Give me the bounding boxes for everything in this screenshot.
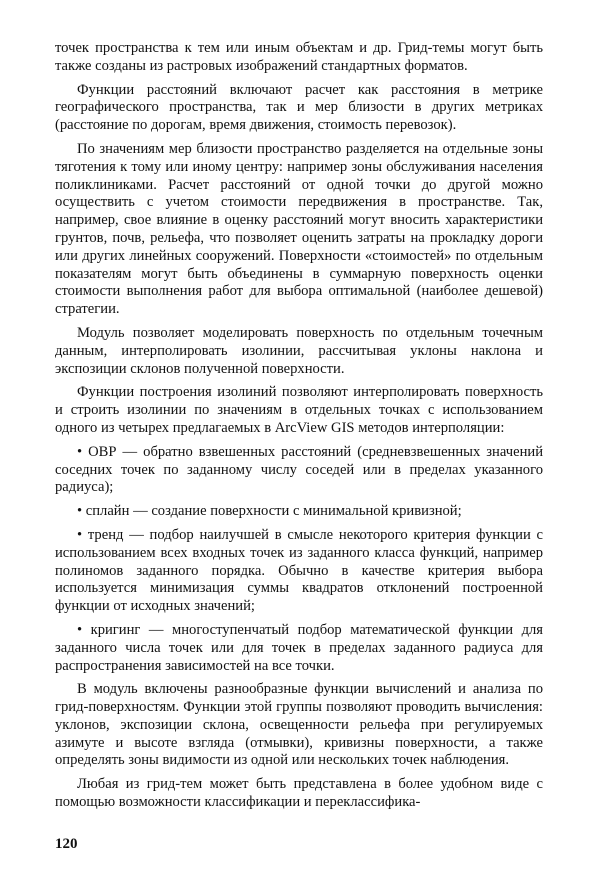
list-item: • ОВР — обратно взвешенных расстояний (средневзвешенных значений соседних точек по заданному числу соседей или в пределах указанного радиуса); bbox=[55, 443, 543, 496]
list-item: • сплайн — создание поверхности с минимальной кривизной; bbox=[77, 503, 462, 520]
list-item: • тренд — подбор наилучшей в смысле некоторого критерия функции с использованием всех входных точек из заданного класса функций, например полиномов заданного порядка. Обычно в качестве критерия выбора используется минимизация суммы квадратов отклонений построенной функции от исходных значений; bbox=[55, 526, 543, 615]
list-item: • кригинг — многоступенчатый подбор математической функции для заданного числа точек или для точек в пределах заданного радиуса для распространения зависимостей на все точки. bbox=[55, 621, 543, 674]
paragraph: По значениям мер близости пространство разделяется на отдельные зоны тяготения к тому или иному центру: например зоны обслуживания населения поликлиниками. Расчет расстояний от одной точки до другой можно осуществить с учетом стоимости передвижения в пространстве. Так, например, свое влияние в оценку расстояний могут вносить характеристики грунтов, почв, рельефа, что позволяет оценить затраты на прокладку дороги или других линейных сооружений. Поверхности «стоимостей» по отдельным показателям могут быть объединены в суммарную поверхность оценки стоимости выполнения работ для выбора оптимальной (наиболее дешевой) стратегии. bbox=[55, 140, 543, 318]
paragraph: Функции расстояний включают расчет как расстояния в метрике географического пространства, так и мер близости в других метриках (расстояние по дорогам, время движения, стоимость перевозок). bbox=[55, 81, 543, 134]
paragraph: Модуль позволяет моделировать поверхность по отдельным точечным данным, интерполировать изолинии, рассчитывая уклоны наклона и экспозиции склонов полученной поверхности. bbox=[55, 324, 543, 377]
paragraph: точек пространства к тем или иным объектам и др. Грид-темы могут быть также созданы из растровых изображений стандартных форматов. bbox=[55, 40, 543, 74]
page-number: 120 bbox=[55, 836, 78, 852]
page-body bbox=[55, 40, 543, 818]
paragraph: Любая из грид-тем может быть представлена в более удобном виде с помощью возможности классификации и переклассифика- bbox=[55, 776, 543, 811]
paragraph: Функции построения изолиний позволяют интерполировать поверхность и строить изолинии по значениям в отдельных точках с использованием одного из четырех предлагаемых в ArcView GIS методов интерполяции: bbox=[55, 384, 543, 436]
paragraph: В модуль включены разнообразные функции вычислений и анализа по грид-поверхностям. Функции этой группы позволяют проводить вычисления: уклонов, экспозиции склона, освещенности рельефа при регулируемых азимуте и высоте взгляда (отмывки), кривизны поверхности, а также определять зоны видимости из одной или нескольких точек наблюдения. bbox=[55, 681, 543, 769]
